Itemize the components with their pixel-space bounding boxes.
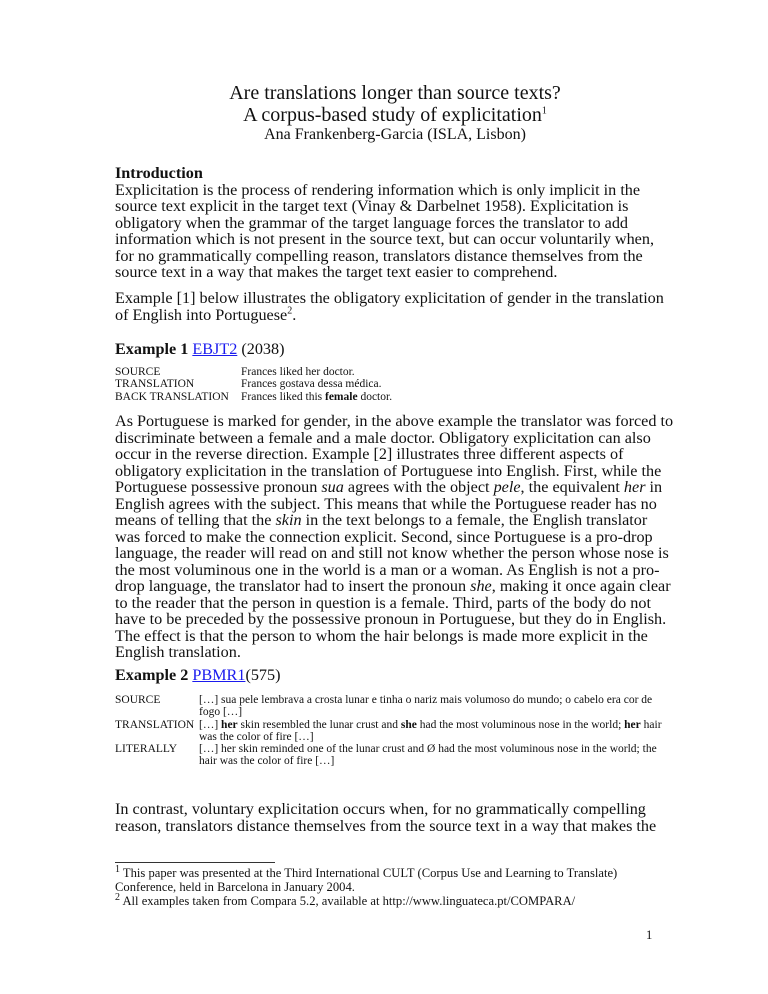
text-after: doctor. bbox=[357, 390, 393, 403]
row-label: SOURCE bbox=[115, 366, 161, 378]
example-1-label: Example 1 bbox=[115, 340, 189, 358]
example-2 bbox=[115, 666, 675, 768]
example-2-row-translation bbox=[115, 719, 675, 744]
example-1 bbox=[115, 340, 675, 403]
paper-title-line2 bbox=[115, 104, 675, 126]
section-heading-introduction: Introduction bbox=[115, 164, 203, 182]
text-part: hair was the color of fire […] bbox=[199, 718, 662, 743]
p3-italic-her: her bbox=[623, 478, 646, 496]
row-text: Frances liked her doctor. bbox=[241, 366, 355, 378]
example-1-title bbox=[115, 340, 675, 359]
row-text bbox=[241, 391, 392, 403]
p3-part: As Portuguese is marked for gender, in the above example the translator was forced to discriminate between a female and a male doctor. Obligatory explicitation can also occur in the reverse direction. Example [2] illustrates three different aspects of obligatory explicitation in the translation of Portuguese into English. First, while the Portuguese possessive pronoun bbox=[115, 412, 674, 496]
paper-title-line2-text: A corpus-based study of explicitation bbox=[243, 104, 542, 126]
footnote-ref-1[interactable]: 1 bbox=[541, 105, 547, 117]
paragraph-3-text bbox=[115, 413, 675, 661]
text-part: […] bbox=[199, 718, 222, 731]
footnote-divider bbox=[115, 862, 275, 863]
text-part: skin resembled the lunar crust and bbox=[237, 718, 401, 731]
row-text: […] her skin reminded one of the lunar crust and Ø had the most voluminous nose in the world; the hair was the color of fire […] bbox=[199, 743, 657, 768]
emphasis-her: her bbox=[221, 718, 238, 731]
footnote-1 bbox=[115, 863, 675, 894]
page-number: 1 bbox=[646, 928, 653, 942]
p3-part: , making it once again clear to the reader that the person in question is a female. Third, parts of the body do not have to be preceded by the possessive pronoun in Portuguese, but they do in English. The effect is that the person to whom the hair belongs is made more explicit in the English translation. bbox=[115, 577, 671, 661]
paragraph-4-text: In contrast, voluntary explicitation occurs when, for no grammatically compelling reason, translators distance themselves from the source text in a way that makes the bbox=[115, 800, 657, 835]
p3-part: in the text belongs to a female, the English translator was forced to make the connection explicit. Second, since Portuguese is a pro-drop language, the reader will read on and still not know whether the person whose nose is the most voluminous one in the world is a man or a woman. As English is not a pro-drop language, the translator had to insert the pronoun bbox=[115, 511, 669, 595]
intro-paragraph-2-end: . bbox=[292, 305, 297, 324]
emphasis-her: her bbox=[624, 718, 641, 731]
footnote-number: 2 bbox=[115, 891, 120, 903]
p3-italic-skin: skin bbox=[275, 511, 302, 529]
row-label: LITERALLY bbox=[115, 743, 178, 756]
paragraph-3 bbox=[115, 413, 675, 661]
p3-italic-sua: sua bbox=[321, 478, 344, 496]
p3-italic-she: she bbox=[470, 577, 492, 595]
p3-part: in English agrees with the subject. This means that while the Portuguese reader has no means of telling that the bbox=[115, 478, 663, 529]
example-1-row-source bbox=[115, 366, 392, 378]
footnote-text: All examples taken from Compara 5.2, available at http://www.linguateca.pt/COMPARA/ bbox=[120, 894, 576, 908]
example-2-label: Example 2 bbox=[115, 666, 189, 684]
example-1-row-translation bbox=[115, 378, 392, 390]
row-label: SOURCE bbox=[115, 694, 161, 706]
row-label: TRANSLATION bbox=[115, 718, 195, 731]
emphasis-she: she bbox=[400, 718, 417, 731]
row-label: BACK TRANSLATION bbox=[115, 390, 229, 403]
introduction-section bbox=[115, 165, 675, 281]
footnote-ref-2[interactable]: 2 bbox=[287, 305, 293, 317]
p3-part: agrees with the object bbox=[343, 478, 494, 496]
row-label: TRANSLATION bbox=[115, 378, 195, 391]
row-text: Frances gostava dessa médica. bbox=[241, 378, 382, 391]
example-2-row-source bbox=[115, 694, 675, 719]
example-1-table bbox=[115, 366, 392, 403]
row-text: […] sua pele lembrava a crosta lunar e tinha o nariz mais volumoso do mundo; o cabelo era cor de fogo […] bbox=[199, 694, 653, 719]
example-1-link[interactable]: EBJT2 bbox=[192, 340, 238, 358]
intro-paragraph-2 bbox=[115, 290, 675, 323]
example-2-row-literally bbox=[115, 743, 675, 768]
p3-part: , the equivalent bbox=[520, 478, 624, 496]
p3-italic-pele: pele bbox=[493, 478, 521, 496]
footnotes bbox=[115, 863, 675, 908]
footnote-text: This paper was presented at the Third International CULT (Corpus Use and Learning to Translate) Conference, held in Barcelona in January 2004. bbox=[115, 866, 618, 894]
row-text bbox=[199, 719, 675, 744]
footnote-2 bbox=[115, 891, 675, 908]
paper-title-line1: Are translations longer than source texts? bbox=[229, 82, 561, 104]
paragraph-4 bbox=[115, 801, 675, 834]
author-line: Ana Frankenberg-Garcia (ISLA, Lisbon) bbox=[264, 126, 526, 143]
example-2-link[interactable]: PBMR1 bbox=[192, 666, 246, 684]
example-1-row-back-translation bbox=[115, 391, 392, 403]
text-before: Frances liked this bbox=[241, 390, 325, 403]
example-2-ref: (575) bbox=[245, 666, 281, 684]
footnote-number: 1 bbox=[115, 863, 120, 875]
example-1-ref: (2038) bbox=[241, 340, 285, 358]
intro-paragraph-2-text: Example [1] below illustrates the obligatory explicitation of gender in the translation of English into Portuguese bbox=[115, 289, 664, 324]
example-2-title bbox=[115, 666, 675, 685]
intro-paragraph-1: Explicitation is the process of rendering information which is only implicit in the source text explicit in the target text (Vinay & Darbelnet 1958). Explicitation is obligatory when the grammar of the target language forces the translator to add information which is not present in the source text, but can occur voluntarily when, for no grammatically compelling reason, translators distance themselves from the source text in a way that makes the target text easier to comprehend. bbox=[115, 180, 654, 281]
text-part: had the most voluminous nose in the world; bbox=[416, 718, 625, 731]
emphasis-female: female bbox=[325, 390, 358, 403]
title-block bbox=[115, 82, 675, 144]
example-2-table bbox=[115, 694, 675, 768]
